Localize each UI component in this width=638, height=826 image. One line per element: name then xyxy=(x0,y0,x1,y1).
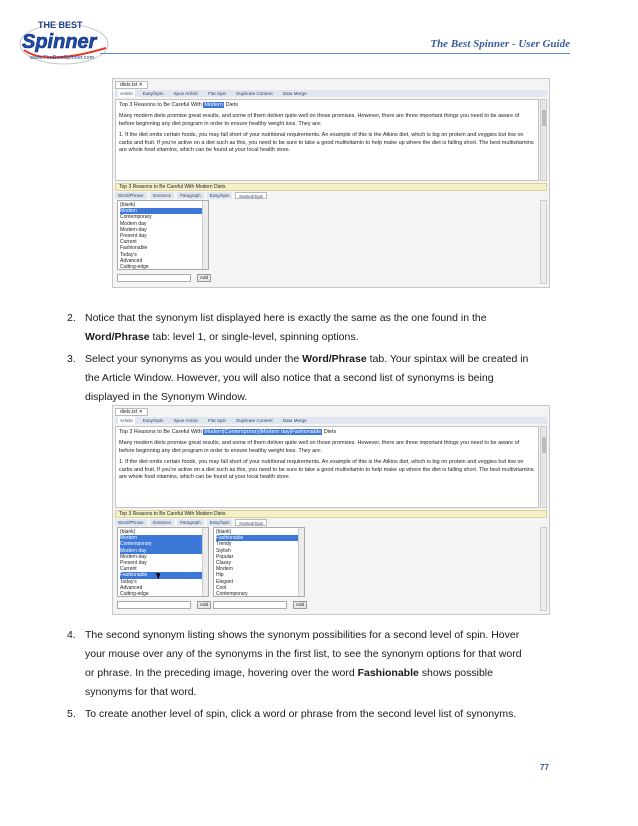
synonym-item[interactable]: {blank} xyxy=(120,202,136,208)
page-number: 77 xyxy=(540,763,549,772)
header-title: The Best Spinner - User Guide xyxy=(430,38,570,50)
step-3-line-2: the Article Window. However, you will also notice that a second list of synonyms is being xyxy=(85,372,494,384)
tab-article[interactable]: Article xyxy=(120,418,133,423)
screenshot-synonym-window-level2 xyxy=(112,405,550,615)
article-tabbar xyxy=(115,90,547,97)
step-number: 3. xyxy=(67,353,76,365)
step-5-line-1: To create another level of spin, click a word or phrase from the second level list of synonyms. xyxy=(85,708,517,720)
bold-term: Word/Phrase xyxy=(302,353,367,365)
tab-flat-spin[interactable]: Flat Spin xyxy=(207,91,227,96)
logo xyxy=(16,12,116,70)
tab-spun-article[interactable]: Spun Article xyxy=(173,418,198,423)
tab-sentence[interactable]: Sentence xyxy=(150,192,175,199)
step-3-post: tab. Your spintax will be created in xyxy=(366,353,529,365)
tab-article[interactable]: Article xyxy=(120,91,133,96)
synonym-item[interactable]: Elegant xyxy=(216,578,233,585)
tab-easy-spin[interactable]: Easy/Spin xyxy=(142,91,164,96)
step-4-line-3-pre: or phrase. In the preceding image, hovering over the word xyxy=(85,667,358,679)
tab-spun-article[interactable]: Spun Article xyxy=(173,91,198,96)
synonym-item[interactable]: Present day xyxy=(120,233,147,240)
synonym-item[interactable]: Today's xyxy=(120,578,137,585)
synonym-item[interactable]: Contemporary xyxy=(120,541,206,547)
article-title-spintax[interactable]: Modern|Contemporary|Modern day|Fashionable xyxy=(204,429,322,435)
scrollbar-thumb[interactable] xyxy=(542,110,546,126)
article-paragraph-1: Many modern diets promise great results, and some of them deliver quite well on those promises. However, there are three important things you need to be aware of before beginning any diet program in order to ensure healthy weight loss. They are: xyxy=(119,440,520,454)
article-title-post: Diets xyxy=(323,429,337,435)
article-title-pre: Top 3 Reasons to Be Careful With xyxy=(119,429,202,435)
logo-top-text: THE BEST xyxy=(38,20,83,30)
article-scrollbar[interactable] xyxy=(540,426,547,508)
synonym-title-bar: Top 3 Reasons to Be Careful With Modern Diets xyxy=(115,510,547,518)
list-scrollbar[interactable] xyxy=(202,528,208,596)
synonym-item[interactable]: Modern day xyxy=(120,548,206,554)
document-tab[interactable]: diets.txt ✕ xyxy=(115,81,148,89)
add-synonym-input[interactable] xyxy=(117,601,191,609)
synonym-list-level1[interactable] xyxy=(117,527,209,597)
bold-term: Word/Phrase xyxy=(85,331,150,343)
article-paragraph-2: 1. If the diet omits certain foods, you may fall short of your nutritional requirements. An example of this is the Atkins diet, which is big on protein and veggies but low on carbs and fruit. If you're active on a diet such as this, you need to be sure to take a good multivitamin to help make up where the diet is falling short. The best multivitamins are whole food vitamins, which can be found at your local health store. xyxy=(119,132,534,154)
synonym-item[interactable]: Modern-day xyxy=(120,226,147,233)
synonym-title-bar: Top 3 Reasons to Be Careful With Modern Diets xyxy=(115,183,547,191)
step-2-line-2-text: tab: level 1, or single-level, spinning options. xyxy=(149,331,359,343)
article-title xyxy=(119,102,535,109)
article-title-post: Diets xyxy=(225,102,239,108)
scrollbar-thumb[interactable] xyxy=(542,437,546,453)
tab-word-phrase[interactable]: Word/Phrase xyxy=(115,519,147,526)
article-scrollbar[interactable] xyxy=(540,99,547,181)
synonym-item[interactable]: Modern day xyxy=(120,220,147,227)
header-rule xyxy=(100,53,570,54)
tab-data-merge[interactable]: Data Merge xyxy=(282,91,307,96)
tab-duplicate-content[interactable]: Duplicate Content xyxy=(236,91,273,96)
synonym-item[interactable]: Cool xyxy=(216,584,227,591)
tab-easy-spin-2[interactable]: Easy/Spin xyxy=(207,192,233,199)
synonym-tabbar xyxy=(115,192,267,199)
synonym-item[interactable]: Modern-day xyxy=(120,553,147,560)
synonym-item[interactable]: {blank} xyxy=(120,529,136,535)
synonym-item[interactable]: Popular xyxy=(216,553,234,560)
synonym-item[interactable]: Modern xyxy=(120,208,206,214)
article-title-pre: Top 3 Reasons to Be Careful With xyxy=(119,102,202,108)
step-number: 2. xyxy=(67,312,76,324)
synonym-item[interactable]: Trendy xyxy=(216,541,232,548)
logo-main-text: Spinner xyxy=(22,31,97,53)
step-4-line-2: your mouse over any of the synonyms in the first list, to see the synonym options for that word xyxy=(85,648,522,660)
logo-graphic xyxy=(16,12,116,70)
step-4 xyxy=(67,626,555,702)
step-number: 4. xyxy=(67,629,76,641)
tab-sentence[interactable]: Sentence xyxy=(150,519,175,526)
screenshot-synonym-window-level1 xyxy=(112,78,550,288)
synonym-item[interactable]: Classy xyxy=(216,560,232,567)
tab-flat-spin[interactable]: Flat Spin xyxy=(207,418,227,423)
step-3 xyxy=(67,350,555,407)
article-paragraph-1: Many modern diets promise great results, and some of them deliver quite well on those promises. However, there are three important things you need to be aware of before beginning any diet program in order to ensure healthy weight loss. They are: xyxy=(119,113,520,127)
tab-easy-spin-2[interactable]: Easy/Spin xyxy=(207,519,233,526)
synonym-item[interactable]: Modern xyxy=(216,566,233,573)
article-paragraph-2: 1. If the diet omits certain foods, you may fall short of your nutritional requirements. An example of this is the Atkins diet, which is big on protein and veggies but low on carbs and fruit. If you're active on a diet such as this, you need to be sure to take a good multivitamin to help make up where the diet is falling short. The best multivitamins are whole food vitamins, which can be found at your local health store. xyxy=(119,459,534,481)
synonym-item[interactable]: Contemporary xyxy=(216,591,248,597)
list-scrollbar[interactable] xyxy=(298,528,304,596)
synonym-item[interactable]: Fashionable xyxy=(120,245,148,252)
synonym-list-level1[interactable] xyxy=(117,200,209,270)
add-button[interactable]: Add xyxy=(197,274,211,282)
tab-nested-spin[interactable]: Nested/Spin xyxy=(235,519,267,526)
synonym-item[interactable]: Advanced xyxy=(120,257,143,264)
article-title-highlight[interactable]: Modern xyxy=(204,102,224,108)
add-button[interactable]: Add xyxy=(197,601,211,609)
synonym-item[interactable]: Present day xyxy=(120,560,147,567)
tab-duplicate-content[interactable]: Duplicate Content xyxy=(236,418,273,423)
synonym-item[interactable]: Contemporary xyxy=(120,214,152,221)
logo-url-text: www.TheBestSpinner.com xyxy=(30,55,95,61)
list-scrollbar[interactable] xyxy=(202,201,208,269)
synonym-item[interactable]: Cutting-edge xyxy=(120,591,149,597)
tab-paragraph[interactable]: Paragraph xyxy=(177,519,204,526)
synonym-tabbar xyxy=(115,519,267,526)
article-window[interactable] xyxy=(115,426,539,508)
tab-paragraph[interactable]: Paragraph xyxy=(177,192,204,199)
step-3-line-3: displayed in the Synonym Window. xyxy=(85,391,248,403)
add-button-level2[interactable]: Add xyxy=(293,601,307,609)
step-3-pre: Select your synonyms as you would under the xyxy=(85,353,303,365)
tab-nested-spin[interactable]: Nested/Spin xyxy=(235,192,267,199)
synonym-item[interactable]: Today's xyxy=(120,251,137,258)
step-5 xyxy=(67,705,555,724)
synonym-item[interactable]: Cutting-edge xyxy=(120,264,149,270)
synonym-item[interactable]: Hip xyxy=(216,572,224,579)
add-synonym-input-level2[interactable] xyxy=(213,601,287,609)
synonym-item[interactable]: Advanced xyxy=(120,584,143,591)
step-4-line-4: synonyms for that word. xyxy=(85,686,197,698)
synonym-panel-scrollbar[interactable] xyxy=(540,527,547,611)
document-tab[interactable]: diets.txt ✕ xyxy=(115,408,148,416)
synonym-item[interactable]: Current xyxy=(120,239,137,246)
step-number: 5. xyxy=(67,708,76,720)
synonym-item[interactable]: Modern xyxy=(120,535,206,541)
step-2-line-2 xyxy=(85,328,555,347)
article-tabbar xyxy=(115,417,547,424)
tab-easy-spin[interactable]: Easy/Spin xyxy=(142,418,164,423)
step-4-line-1: The second synonym listing shows the synonym possibilities for a second level of spin. Hover xyxy=(85,629,520,641)
synonym-item[interactable]: Stylish xyxy=(216,547,231,554)
synonym-item[interactable]: Current xyxy=(120,566,137,573)
tab-data-merge[interactable]: Data Merge xyxy=(282,418,307,423)
synonym-item-hovered[interactable]: Fashionable xyxy=(120,572,206,578)
step-2 xyxy=(67,309,555,347)
article-title xyxy=(119,429,535,436)
step-4-line-3 xyxy=(85,664,555,683)
step-2-line-1: Notice that the synonym list displayed here is exactly the same as the one found in the xyxy=(85,312,487,324)
synonym-item[interactable]: Fashionable xyxy=(216,535,302,541)
synonym-list-level2[interactable] xyxy=(213,527,305,597)
add-synonym-input[interactable] xyxy=(117,274,191,282)
synonym-panel-scrollbar[interactable] xyxy=(540,200,547,284)
tab-word-phrase[interactable]: Word/Phrase xyxy=(115,192,147,199)
step-3-line-1 xyxy=(85,350,555,369)
synonym-item[interactable]: {blank} xyxy=(216,529,232,535)
step-4-line-3-post: shows possible xyxy=(418,667,493,679)
article-window[interactable] xyxy=(115,99,539,181)
bold-term: Fashionable xyxy=(357,667,419,679)
